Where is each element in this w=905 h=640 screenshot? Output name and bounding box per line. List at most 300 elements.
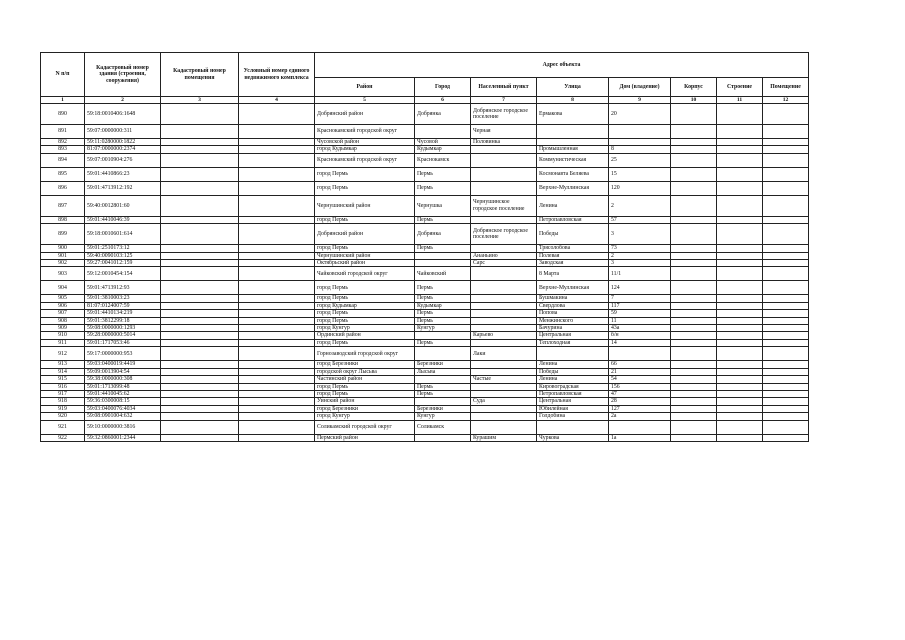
cell-city: Кудымкар bbox=[415, 146, 471, 153]
cell-city: Березники bbox=[415, 405, 471, 412]
cell-cadastral-room bbox=[161, 267, 239, 281]
cell-cadastral-room bbox=[161, 139, 239, 146]
cell-row-number: 911 bbox=[41, 339, 85, 346]
cell-cadastral-building: 59:01:4410045:62 bbox=[85, 390, 161, 397]
cell-cadastral-building: 59:01:4410046:39 bbox=[85, 216, 161, 223]
cell-conditional-number bbox=[239, 181, 315, 195]
table-row bbox=[41, 104, 809, 125]
cell-city: Пермь bbox=[415, 281, 471, 295]
table-row bbox=[41, 195, 809, 216]
cell-cadastral-building: 59:01:3810003:23 bbox=[85, 295, 161, 302]
cell-settlement bbox=[471, 413, 537, 420]
cell-cadastral-building: 59:01:4713912:93 bbox=[85, 281, 161, 295]
cell-stroenie bbox=[717, 347, 763, 361]
cell-district: Ординский район bbox=[315, 332, 415, 339]
cell-conditional-number bbox=[239, 339, 315, 346]
cell-city: Пермь bbox=[415, 317, 471, 324]
cell-cadastral-building: 59:27:0041012:159 bbox=[85, 260, 161, 267]
cell-row-number: 912 bbox=[41, 347, 85, 361]
cell-cadastral-building: 59:18:0010601:614 bbox=[85, 224, 161, 245]
cell-korpus bbox=[671, 434, 717, 441]
cell-korpus bbox=[671, 267, 717, 281]
cell-conditional-number bbox=[239, 295, 315, 302]
cell-settlement bbox=[471, 245, 537, 252]
cell-house: 120 bbox=[609, 181, 671, 195]
cell-cadastral-building: 59:01:4410866:23 bbox=[85, 167, 161, 181]
cell-conditional-number bbox=[239, 434, 315, 441]
column-index: 5 bbox=[315, 97, 415, 104]
cell-row-number: 907 bbox=[41, 310, 85, 317]
cell-row-number: 891 bbox=[41, 125, 85, 139]
cell-cadastral-building: 59:09:0013904:54 bbox=[85, 368, 161, 375]
cell-cadastral-building: 59:01:1717053:46 bbox=[85, 339, 161, 346]
cell-cadastral-room bbox=[161, 376, 239, 383]
cell-settlement bbox=[471, 368, 537, 375]
cell-cadastral-room bbox=[161, 383, 239, 390]
cell-room bbox=[763, 347, 809, 361]
table-row bbox=[41, 420, 809, 434]
cell-row-number: 917 bbox=[41, 390, 85, 397]
cell-city: Пермь bbox=[415, 216, 471, 223]
cell-stroenie bbox=[717, 139, 763, 146]
cell-city bbox=[415, 398, 471, 405]
cell-room bbox=[763, 216, 809, 223]
cell-city: Чайковский bbox=[415, 267, 471, 281]
cell-cadastral-room bbox=[161, 146, 239, 153]
cell-stroenie bbox=[717, 252, 763, 259]
cell-korpus bbox=[671, 167, 717, 181]
cell-house: 2 bbox=[609, 195, 671, 216]
header-room: Помещение bbox=[763, 78, 809, 97]
cell-house: 156 bbox=[609, 383, 671, 390]
column-index: 2 bbox=[85, 97, 161, 104]
cell-stroenie bbox=[717, 310, 763, 317]
cell-cadastral-building: 59:32:0860001:2344 bbox=[85, 434, 161, 441]
cell-stroenie bbox=[717, 317, 763, 324]
header-korpus: Корпус bbox=[671, 78, 717, 97]
cell-settlement: Добрянское городское поселение bbox=[471, 104, 537, 125]
cell-street: Чуркова bbox=[537, 434, 609, 441]
cell-settlement bbox=[471, 146, 537, 153]
cell-row-number: 916 bbox=[41, 383, 85, 390]
cell-cadastral-building: 59:38:0000000:308 bbox=[85, 376, 161, 383]
cell-city bbox=[415, 376, 471, 383]
cell-korpus bbox=[671, 181, 717, 195]
cell-district: Уинский район bbox=[315, 398, 415, 405]
cell-street: Попова bbox=[537, 310, 609, 317]
cell-house: 11 bbox=[609, 317, 671, 324]
cell-stroenie bbox=[717, 434, 763, 441]
cell-row-number: 905 bbox=[41, 295, 85, 302]
header-conditional-number: Условный номер единого недвижимого комплекса bbox=[239, 53, 315, 97]
cell-stroenie bbox=[717, 413, 763, 420]
cell-room bbox=[763, 295, 809, 302]
cell-stroenie bbox=[717, 368, 763, 375]
cell-cadastral-room bbox=[161, 390, 239, 397]
cell-house bbox=[609, 139, 671, 146]
cell-city: Кунгур bbox=[415, 325, 471, 332]
cell-house: б/н bbox=[609, 332, 671, 339]
cell-stroenie bbox=[717, 405, 763, 412]
cell-settlement: Лаки bbox=[471, 347, 537, 361]
cell-room bbox=[763, 104, 809, 125]
cell-stroenie bbox=[717, 167, 763, 181]
cell-city: Добрянка bbox=[415, 224, 471, 245]
cell-city: Березники bbox=[415, 361, 471, 368]
cell-stroenie bbox=[717, 224, 763, 245]
cell-conditional-number bbox=[239, 398, 315, 405]
cell-cadastral-building: 59:17:0000000:953 bbox=[85, 347, 161, 361]
cell-district: город Пермь bbox=[315, 245, 415, 252]
cell-city: Добрянка bbox=[415, 104, 471, 125]
cell-cadastral-building: 59:07:0010904:276 bbox=[85, 153, 161, 167]
table-row bbox=[41, 361, 809, 368]
cell-street: Космонавта Беляева bbox=[537, 167, 609, 181]
cell-cadastral-room bbox=[161, 398, 239, 405]
cell-row-number: 900 bbox=[41, 245, 85, 252]
cell-conditional-number bbox=[239, 420, 315, 434]
cell-district: город Пермь bbox=[315, 390, 415, 397]
cell-city: Чернушка bbox=[415, 195, 471, 216]
table-row bbox=[41, 347, 809, 361]
cell-korpus bbox=[671, 125, 717, 139]
cell-conditional-number bbox=[239, 317, 315, 324]
cell-row-number: 897 bbox=[41, 195, 85, 216]
table-row bbox=[41, 310, 809, 317]
cell-room bbox=[763, 125, 809, 139]
cell-conditional-number bbox=[239, 383, 315, 390]
table-row bbox=[41, 325, 809, 332]
cell-stroenie bbox=[717, 216, 763, 223]
cell-street: Коммунистическая bbox=[537, 153, 609, 167]
table-row bbox=[41, 224, 809, 245]
cell-room bbox=[763, 376, 809, 383]
cell-row-number: 913 bbox=[41, 361, 85, 368]
cell-korpus bbox=[671, 390, 717, 397]
cell-district: Чернушинский район bbox=[315, 195, 415, 216]
cell-cadastral-room bbox=[161, 420, 239, 434]
cell-room bbox=[763, 302, 809, 309]
cell-row-number: 899 bbox=[41, 224, 85, 245]
cell-conditional-number bbox=[239, 390, 315, 397]
cell-city bbox=[415, 332, 471, 339]
cell-stroenie bbox=[717, 339, 763, 346]
cell-settlement: Добрянское городское поселение bbox=[471, 224, 537, 245]
table-row bbox=[41, 302, 809, 309]
cell-street: Бушмакина bbox=[537, 295, 609, 302]
cell-cadastral-building: 59:10:0000000:3816 bbox=[85, 420, 161, 434]
cell-conditional-number bbox=[239, 195, 315, 216]
cell-row-number: 895 bbox=[41, 167, 85, 181]
cell-conditional-number bbox=[239, 167, 315, 181]
cell-settlement bbox=[471, 281, 537, 295]
cell-house: 28 bbox=[609, 398, 671, 405]
cell-city: Пермь bbox=[415, 245, 471, 252]
cell-stroenie bbox=[717, 398, 763, 405]
cell-cadastral-room bbox=[161, 167, 239, 181]
cell-city: Лысьва bbox=[415, 368, 471, 375]
table-row bbox=[41, 153, 809, 167]
cell-stroenie bbox=[717, 376, 763, 383]
cell-district: Соликамский городской округ bbox=[315, 420, 415, 434]
cell-settlement: Курашим bbox=[471, 434, 537, 441]
cell-street: Центральная bbox=[537, 332, 609, 339]
cell-house: 2а bbox=[609, 413, 671, 420]
cell-korpus bbox=[671, 405, 717, 412]
table-row bbox=[41, 139, 809, 146]
cell-conditional-number bbox=[239, 332, 315, 339]
cell-korpus bbox=[671, 339, 717, 346]
cell-korpus bbox=[671, 295, 717, 302]
cell-city bbox=[415, 347, 471, 361]
cell-conditional-number bbox=[239, 302, 315, 309]
cell-house: 117 bbox=[609, 302, 671, 309]
header-house: Дом (владение) bbox=[609, 78, 671, 97]
cell-street: Промышленная bbox=[537, 146, 609, 153]
cell-korpus bbox=[671, 310, 717, 317]
cell-cadastral-room bbox=[161, 181, 239, 195]
cell-district: городской округ Лысьва bbox=[315, 368, 415, 375]
cell-settlement bbox=[471, 216, 537, 223]
cell-cadastral-building: 59:36:0300008:15 bbox=[85, 398, 161, 405]
cell-room bbox=[763, 195, 809, 216]
cell-house: 54 bbox=[609, 376, 671, 383]
cell-settlement: Черная bbox=[471, 125, 537, 139]
cell-stroenie bbox=[717, 267, 763, 281]
cell-city: Чусовой bbox=[415, 139, 471, 146]
cell-room bbox=[763, 325, 809, 332]
header-stroenie: Строение bbox=[717, 78, 763, 97]
cell-cadastral-room bbox=[161, 317, 239, 324]
cell-house: 14 bbox=[609, 339, 671, 346]
cell-district: Добрянский район bbox=[315, 224, 415, 245]
cell-stroenie bbox=[717, 260, 763, 267]
cell-korpus bbox=[671, 398, 717, 405]
table-row bbox=[41, 167, 809, 181]
table-row bbox=[41, 281, 809, 295]
column-index: 4 bbox=[239, 97, 315, 104]
cell-city bbox=[415, 125, 471, 139]
cell-district: Пермский район bbox=[315, 434, 415, 441]
cell-district: город Пермь bbox=[315, 317, 415, 324]
cell-settlement bbox=[471, 339, 537, 346]
cell-district: город Пермь bbox=[315, 339, 415, 346]
table-row bbox=[41, 181, 809, 195]
cell-korpus bbox=[671, 368, 717, 375]
cell-cadastral-room bbox=[161, 413, 239, 420]
cell-settlement bbox=[471, 267, 537, 281]
cell-stroenie bbox=[717, 153, 763, 167]
cell-cadastral-building: 59:03:0400076:4034 bbox=[85, 405, 161, 412]
cell-settlement: Сарс bbox=[471, 260, 537, 267]
cell-cadastral-building: 59:08:0000000:1293 bbox=[85, 325, 161, 332]
cell-city: Краснокамск bbox=[415, 153, 471, 167]
cell-house: 47 bbox=[609, 390, 671, 397]
cell-row-number: 890 bbox=[41, 104, 85, 125]
cell-city: Кудымкар bbox=[415, 302, 471, 309]
table-row bbox=[41, 295, 809, 302]
cell-city: Пермь bbox=[415, 167, 471, 181]
cell-korpus bbox=[671, 224, 717, 245]
cell-house: 57 bbox=[609, 216, 671, 223]
cell-cadastral-building: 59:01:4410134:219 bbox=[85, 310, 161, 317]
cell-conditional-number bbox=[239, 405, 315, 412]
cell-conditional-number bbox=[239, 216, 315, 223]
cell-row-number: 909 bbox=[41, 325, 85, 332]
cell-row-number: 908 bbox=[41, 317, 85, 324]
column-index: 6 bbox=[415, 97, 471, 104]
cell-house: 127 bbox=[609, 405, 671, 412]
cell-stroenie bbox=[717, 420, 763, 434]
cell-korpus bbox=[671, 325, 717, 332]
cell-row-number: 921 bbox=[41, 420, 85, 434]
table-row bbox=[41, 390, 809, 397]
cell-korpus bbox=[671, 139, 717, 146]
column-index: 12 bbox=[763, 97, 809, 104]
column-index: 8 bbox=[537, 97, 609, 104]
cell-house bbox=[609, 125, 671, 139]
cell-conditional-number bbox=[239, 139, 315, 146]
cell-district: город Кудымкар bbox=[315, 146, 415, 153]
cell-street: Полевая bbox=[537, 252, 609, 259]
header-num: N п/п bbox=[41, 53, 85, 97]
cell-room bbox=[763, 245, 809, 252]
cell-street: Трясолобова bbox=[537, 245, 609, 252]
cell-cadastral-room bbox=[161, 245, 239, 252]
cell-district: Октябрьский район bbox=[315, 260, 415, 267]
cell-stroenie bbox=[717, 361, 763, 368]
cell-room bbox=[763, 434, 809, 441]
cell-stroenie bbox=[717, 302, 763, 309]
cell-conditional-number bbox=[239, 325, 315, 332]
cell-row-number: 896 bbox=[41, 181, 85, 195]
cell-room bbox=[763, 420, 809, 434]
cell-cadastral-room bbox=[161, 125, 239, 139]
cell-row-number: 902 bbox=[41, 260, 85, 267]
cell-cadastral-building: 59:11:0280000:1822 bbox=[85, 139, 161, 146]
cell-row-number: 904 bbox=[41, 281, 85, 295]
cell-house: 20 bbox=[609, 104, 671, 125]
table-row bbox=[41, 339, 809, 346]
column-index: 1 bbox=[41, 97, 85, 104]
cell-stroenie bbox=[717, 325, 763, 332]
cell-cadastral-room bbox=[161, 339, 239, 346]
cell-settlement bbox=[471, 383, 537, 390]
cell-district: город Березники bbox=[315, 361, 415, 368]
cell-settlement: Ананьино bbox=[471, 252, 537, 259]
cell-room bbox=[763, 310, 809, 317]
cell-settlement bbox=[471, 302, 537, 309]
cell-row-number: 919 bbox=[41, 405, 85, 412]
cell-street: Юбилейная bbox=[537, 405, 609, 412]
cell-street bbox=[537, 347, 609, 361]
cell-cadastral-room bbox=[161, 368, 239, 375]
cell-city bbox=[415, 252, 471, 259]
cell-settlement: Чернушинское городское поселение bbox=[471, 195, 537, 216]
cell-korpus bbox=[671, 252, 717, 259]
cell-korpus bbox=[671, 245, 717, 252]
cell-city: Пермь bbox=[415, 295, 471, 302]
header-settlement: Населенный пункт bbox=[471, 78, 537, 97]
cell-house: 1а bbox=[609, 434, 671, 441]
cell-district: город Пермь bbox=[315, 216, 415, 223]
cell-conditional-number bbox=[239, 347, 315, 361]
cell-street: Центральная bbox=[537, 398, 609, 405]
cell-conditional-number bbox=[239, 260, 315, 267]
cell-street: Верхне-Муллинская bbox=[537, 181, 609, 195]
column-index: 7 bbox=[471, 97, 537, 104]
table-row bbox=[41, 368, 809, 375]
table-row bbox=[41, 405, 809, 412]
cell-house: 8 bbox=[609, 146, 671, 153]
table-row bbox=[41, 376, 809, 383]
cell-cadastral-room bbox=[161, 153, 239, 167]
cell-cadastral-room bbox=[161, 332, 239, 339]
cell-cadastral-room bbox=[161, 361, 239, 368]
table-row bbox=[41, 398, 809, 405]
cell-row-number: 903 bbox=[41, 267, 85, 281]
cell-korpus bbox=[671, 216, 717, 223]
table-row bbox=[41, 383, 809, 390]
cell-house: 11/1 bbox=[609, 267, 671, 281]
cell-korpus bbox=[671, 153, 717, 167]
cell-conditional-number bbox=[239, 153, 315, 167]
cell-korpus bbox=[671, 260, 717, 267]
cell-stroenie bbox=[717, 125, 763, 139]
cell-street: Заводская bbox=[537, 260, 609, 267]
cell-row-number: 920 bbox=[41, 413, 85, 420]
cell-cadastral-room bbox=[161, 260, 239, 267]
cell-street: Ермакова bbox=[537, 104, 609, 125]
cell-district: город Пермь bbox=[315, 310, 415, 317]
register-sheet bbox=[40, 52, 808, 442]
header-cadastral-building: Кадастровый номер здания (строения, сооружения) bbox=[85, 53, 161, 97]
cell-street: Голдобина bbox=[537, 413, 609, 420]
cell-street: Победы bbox=[537, 224, 609, 245]
cell-district: город Пермь bbox=[315, 167, 415, 181]
cell-row-number: 906 bbox=[41, 302, 85, 309]
table-row bbox=[41, 267, 809, 281]
cell-row-number: 893 bbox=[41, 146, 85, 153]
cell-room bbox=[763, 167, 809, 181]
cell-row-number: 918 bbox=[41, 398, 85, 405]
cell-settlement: Частые bbox=[471, 376, 537, 383]
cell-conditional-number bbox=[239, 376, 315, 383]
cell-stroenie bbox=[717, 332, 763, 339]
header-city: Город bbox=[415, 78, 471, 97]
cell-house: 2 bbox=[609, 252, 671, 259]
cell-street: Ленина bbox=[537, 376, 609, 383]
cell-conditional-number bbox=[239, 252, 315, 259]
cell-city: Пермь bbox=[415, 310, 471, 317]
cell-settlement: Половинка bbox=[471, 139, 537, 146]
cell-cadastral-building: 59:03:0400019:4419 bbox=[85, 361, 161, 368]
cell-stroenie bbox=[717, 245, 763, 252]
cell-cadastral-building: 59:01:3812299:18 bbox=[85, 317, 161, 324]
cell-room bbox=[763, 267, 809, 281]
cell-settlement bbox=[471, 405, 537, 412]
cell-stroenie bbox=[717, 281, 763, 295]
cell-cadastral-room bbox=[161, 216, 239, 223]
cell-korpus bbox=[671, 347, 717, 361]
cell-cadastral-room bbox=[161, 104, 239, 125]
cell-row-number: 894 bbox=[41, 153, 85, 167]
cell-korpus bbox=[671, 420, 717, 434]
cell-conditional-number bbox=[239, 245, 315, 252]
cell-house bbox=[609, 420, 671, 434]
header-cadastral-room: Кадастровый номер помещения bbox=[161, 53, 239, 97]
cell-district: Краснокамский городской округ bbox=[315, 153, 415, 167]
